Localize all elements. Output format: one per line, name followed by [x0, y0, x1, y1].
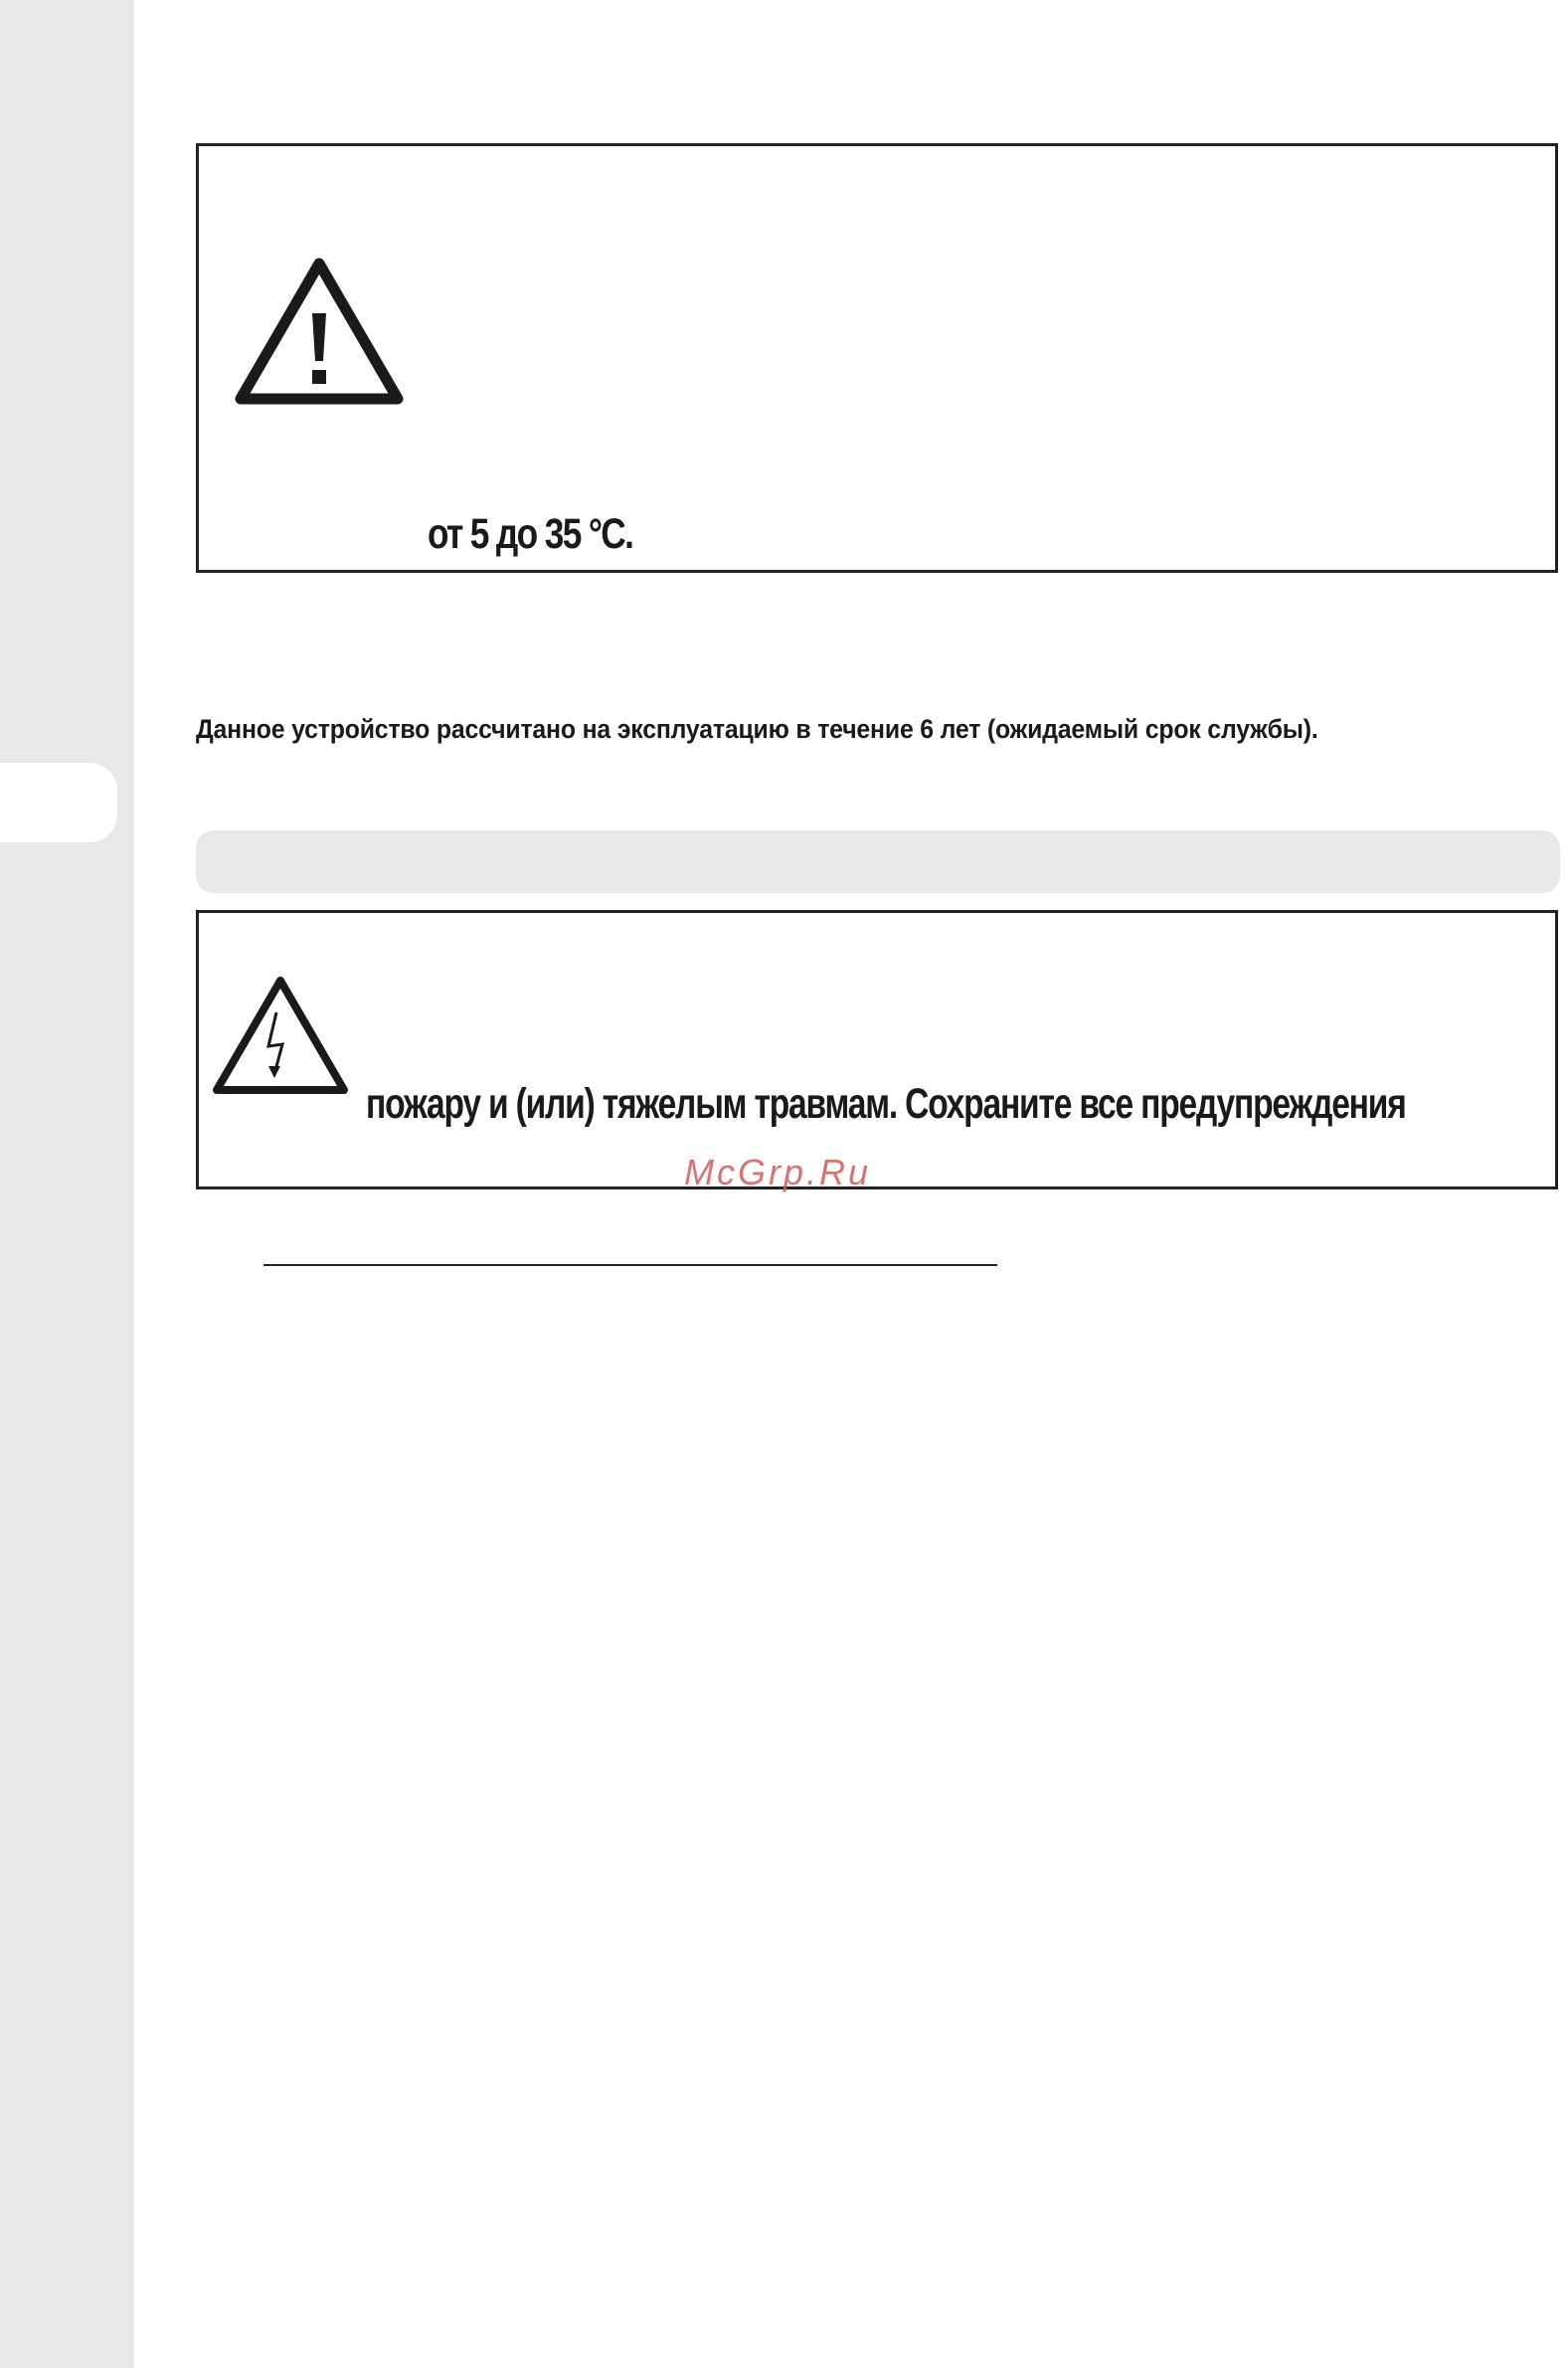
warning-triangle-icon: [235, 256, 404, 407]
left-margin-band: [0, 0, 134, 2368]
electric-shock-icon: [211, 975, 350, 1098]
watermark: McGrp.Ru: [684, 1152, 872, 1192]
service-life-text: Данное устройство рассчитано на эксплуатацию в течение 6 лет (ожидаемый срок службы).: [196, 714, 1318, 744]
section-tab: [0, 763, 117, 842]
section-header-bar: [196, 830, 1560, 893]
operating-temperature-text: от 5 до 35 °С.: [428, 510, 633, 558]
warning-box: [196, 143, 1558, 573]
electric-warning-box: [196, 910, 1558, 1189]
electric-warning-text: пожару и (или) тяжелым травмам. Сохраните все предупреждения: [366, 1080, 1406, 1128]
horizontal-rule: [263, 1264, 997, 1266]
